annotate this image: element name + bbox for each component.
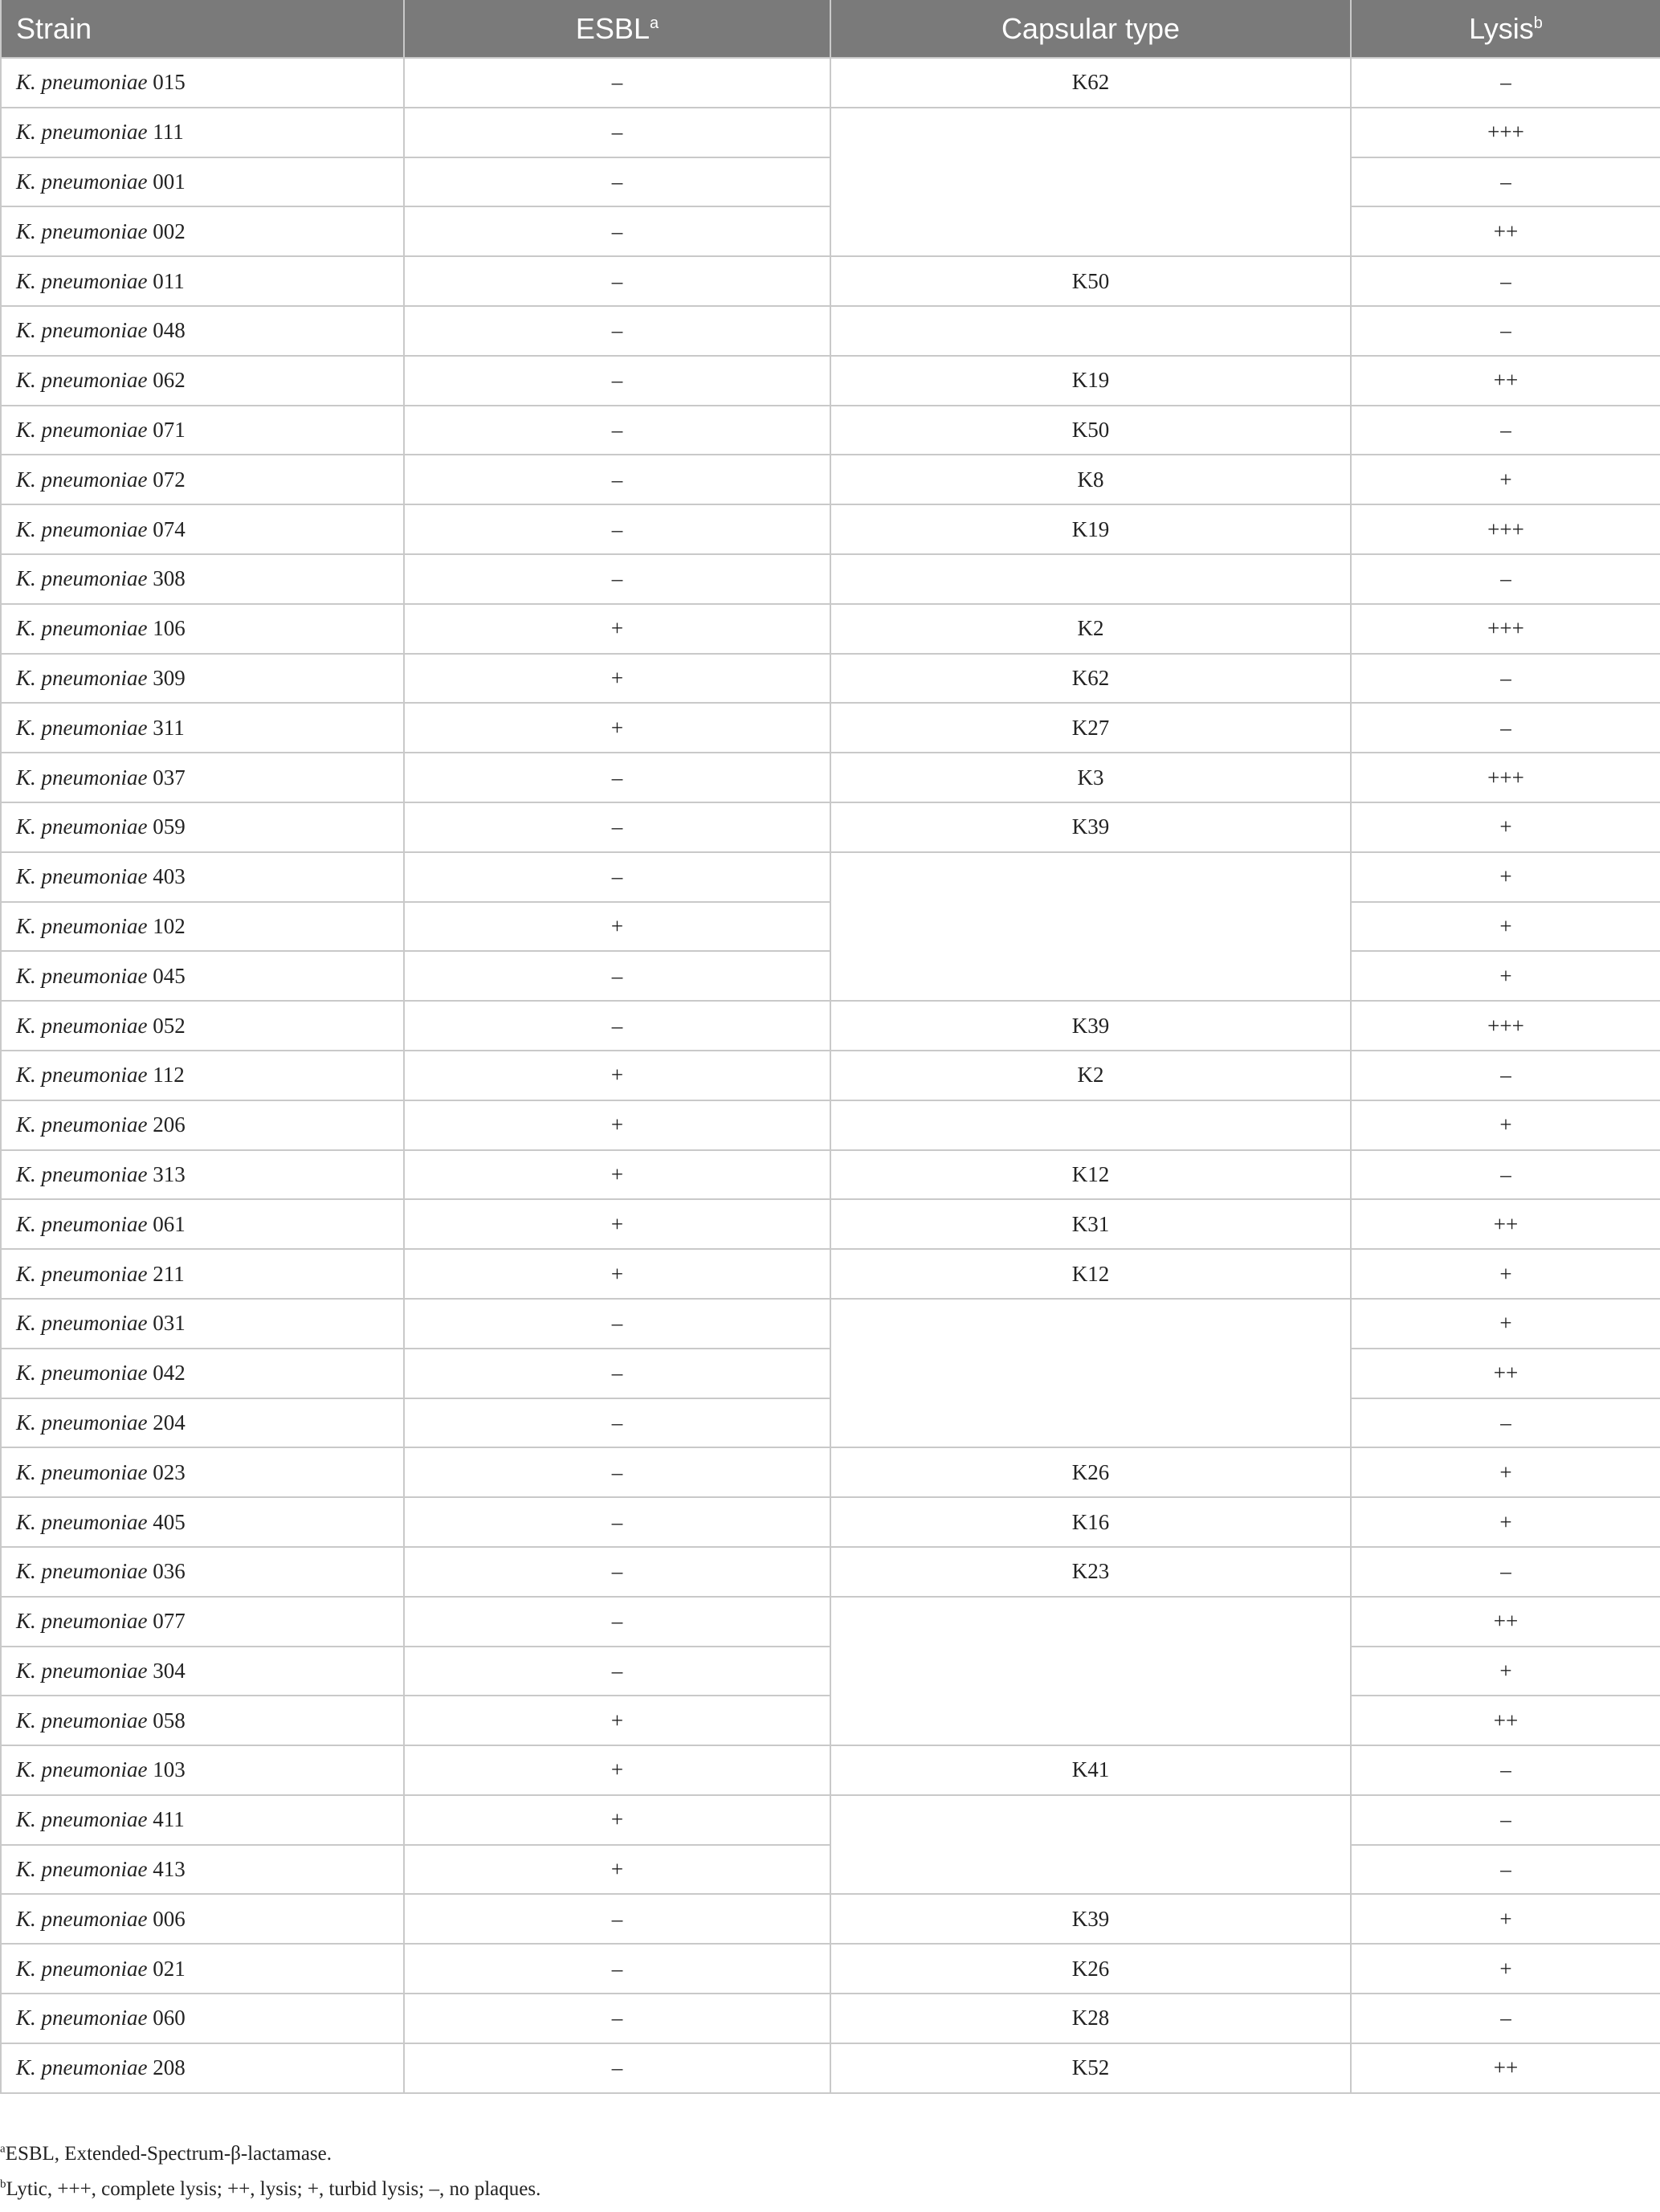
cell-lysis: +	[1351, 1249, 1660, 1299]
cell-capsular-type	[830, 1100, 1351, 1150]
table-row	[1, 1100, 1660, 1150]
strain-id: 048	[153, 318, 186, 343]
cell-lysis: –	[1351, 406, 1660, 455]
header-esbl	[404, 0, 830, 58]
cell-strain	[1, 455, 404, 504]
table-row	[1, 554, 1660, 604]
cell-esbl: –	[404, 157, 830, 207]
cell-esbl: –	[404, 306, 830, 356]
strain-id: 403	[153, 864, 186, 889]
cell-lysis: +	[1351, 902, 1660, 952]
strain-id: 072	[153, 467, 186, 492]
cell-esbl: +	[404, 1150, 830, 1200]
cell-esbl: +	[404, 1100, 830, 1150]
cell-lysis: +++	[1351, 1001, 1660, 1051]
cell-strain	[1, 951, 404, 1001]
cell-lysis: –	[1351, 1845, 1660, 1895]
strain-id: 060	[153, 2006, 186, 2030]
cell-capsular-type: K23	[830, 1547, 1351, 1597]
table-row	[1, 1051, 1660, 1100]
header-lysis-footnote-mark: b	[1533, 14, 1543, 32]
strain-id: 031	[153, 1311, 186, 1336]
table-row	[1, 604, 1660, 654]
cell-esbl: –	[404, 1398, 830, 1448]
cell-lysis: –	[1351, 58, 1660, 108]
cell-capsular-type: K26	[830, 1447, 1351, 1497]
cell-strain	[1, 157, 404, 207]
table-row	[1, 1199, 1660, 1249]
cell-esbl: –	[404, 256, 830, 306]
cell-esbl: –	[404, 554, 830, 604]
cell-strain	[1, 1299, 404, 1349]
cell-strain	[1, 256, 404, 306]
cell-capsular-type: K62	[830, 58, 1351, 108]
cell-strain	[1, 1051, 404, 1100]
table-row	[1, 1745, 1660, 1795]
cell-strain	[1, 554, 404, 604]
cell-strain	[1, 753, 404, 802]
strain-id: 411	[153, 1807, 185, 1832]
strain-id: 206	[153, 1112, 186, 1137]
strain-genus: K. pneumoniae	[16, 467, 148, 492]
table-header	[1, 0, 1660, 58]
cell-lysis: +++	[1351, 604, 1660, 654]
cell-capsular-type: K31	[830, 1199, 1351, 1249]
strain-genus: K. pneumoniae	[16, 913, 148, 938]
cell-strain	[1, 1547, 404, 1597]
table-row	[1, 1249, 1660, 1299]
strain-id: 308	[153, 566, 186, 591]
strain-id: 204	[153, 1410, 186, 1435]
cell-capsular-type: K19	[830, 356, 1351, 406]
cell-capsular-type: K26	[830, 1944, 1351, 1994]
cell-esbl: –	[404, 1001, 830, 1051]
strain-id: 001	[153, 169, 186, 194]
cell-esbl: +	[404, 1845, 830, 1895]
cell-lysis: +	[1351, 951, 1660, 1001]
cell-capsular-type: K2	[830, 1051, 1351, 1100]
table-row	[1, 1001, 1660, 1051]
cell-lysis: +	[1351, 802, 1660, 852]
table-row	[1, 1547, 1660, 1597]
cell-esbl: –	[404, 1447, 830, 1497]
cell-capsular-type: K39	[830, 1894, 1351, 1944]
strain-genus: K. pneumoniae	[16, 814, 148, 839]
cell-esbl: –	[404, 455, 830, 504]
cell-lysis: +++	[1351, 753, 1660, 802]
cell-strain	[1, 902, 404, 952]
strain-genus: K. pneumoniae	[16, 864, 148, 889]
header-strain-label: Strain	[16, 11, 92, 45]
cell-capsular-type: K19	[830, 504, 1351, 554]
strain-id: 071	[153, 417, 186, 442]
strain-genus: K. pneumoniae	[16, 566, 148, 591]
cell-lysis: –	[1351, 256, 1660, 306]
strain-id: 413	[153, 1857, 186, 1882]
cell-strain	[1, 1944, 404, 1994]
cell-lysis: +	[1351, 1497, 1660, 1547]
cell-esbl: –	[404, 108, 830, 157]
header-lysis	[1351, 0, 1660, 58]
strain-id: 112	[153, 1063, 185, 1088]
cell-lysis: +	[1351, 1647, 1660, 1696]
strain-id: 037	[153, 765, 186, 790]
cell-capsular-type: K52	[830, 2043, 1351, 2093]
cell-capsular-type: K12	[830, 1249, 1351, 1299]
cell-esbl: +	[404, 604, 830, 654]
cell-esbl: –	[404, 1349, 830, 1398]
strain-genus: K. pneumoniae	[16, 1459, 148, 1484]
cell-strain	[1, 1597, 404, 1647]
strain-id: 011	[153, 268, 185, 293]
strain-genus: K. pneumoniae	[16, 70, 148, 95]
header-esbl-footnote-mark: a	[649, 14, 659, 32]
cell-capsular-type: K50	[830, 406, 1351, 455]
cell-capsular-type	[830, 554, 1351, 604]
table-row	[1, 256, 1660, 306]
strain-id: 309	[153, 665, 186, 690]
cell-strain	[1, 1199, 404, 1249]
cell-lysis: +	[1351, 455, 1660, 504]
strain-id: 313	[153, 1161, 186, 1186]
strain-genus: K. pneumoniae	[16, 1311, 148, 1336]
cell-lysis: ++	[1351, 2043, 1660, 2093]
table-row	[1, 356, 1660, 406]
strain-id: 015	[153, 70, 186, 95]
cell-capsular-type: K39	[830, 802, 1351, 852]
header-row	[1, 0, 1660, 58]
header-lysis-label: Lysis	[1469, 11, 1534, 45]
cell-lysis: –	[1351, 1994, 1660, 2043]
strain-genus: K. pneumoniae	[16, 1112, 148, 1137]
strain-id: 062	[153, 368, 186, 393]
header-capsular-label: Capsular type	[1001, 11, 1181, 45]
strain-id: 023	[153, 1459, 186, 1484]
strain-genus: K. pneumoniae	[16, 120, 148, 145]
cell-esbl: –	[404, 753, 830, 802]
cell-lysis: –	[1351, 1150, 1660, 1200]
strain-genus: K. pneumoniae	[16, 1161, 148, 1186]
cell-lysis: –	[1351, 1398, 1660, 1448]
cell-capsular-type	[830, 306, 1351, 356]
cell-lysis: ++	[1351, 356, 1660, 406]
strain-genus: K. pneumoniae	[16, 715, 148, 740]
strain-id: 077	[153, 1609, 186, 1634]
cell-strain	[1, 108, 404, 157]
table-footnotes	[0, 2136, 1660, 2207]
cell-strain	[1, 1894, 404, 1944]
cell-strain	[1, 1349, 404, 1398]
cell-esbl: +	[404, 1051, 830, 1100]
strain-genus: K. pneumoniae	[16, 1211, 148, 1236]
strain-genus: K. pneumoniae	[16, 1956, 148, 1981]
strain-genus: K. pneumoniae	[16, 2006, 148, 2030]
cell-esbl: –	[404, 356, 830, 406]
cell-esbl: +	[404, 1696, 830, 1745]
table-row	[1, 1150, 1660, 1200]
cell-lysis: +	[1351, 1100, 1660, 1150]
strain-id: 021	[153, 1956, 186, 1981]
strain-genus: K. pneumoniae	[16, 1609, 148, 1634]
cell-capsular-type	[830, 1299, 1351, 1447]
table-row	[1, 455, 1660, 504]
strain-id: 045	[153, 963, 186, 988]
cell-esbl: +	[404, 654, 830, 704]
cell-lysis: –	[1351, 157, 1660, 207]
cell-lysis: –	[1351, 1051, 1660, 1100]
strain-id: 042	[153, 1361, 186, 1386]
strain-genus: K. pneumoniae	[16, 1063, 148, 1088]
cell-capsular-type	[830, 1795, 1351, 1895]
cell-capsular-type: K62	[830, 654, 1351, 704]
cell-esbl: +	[404, 902, 830, 952]
strain-id: 061	[153, 1211, 186, 1236]
strain-genus: K. pneumoniae	[16, 665, 148, 690]
cell-lysis: –	[1351, 1745, 1660, 1795]
strain-id: 211	[153, 1261, 185, 1286]
strain-genus: K. pneumoniae	[16, 963, 148, 988]
strain-genus: K. pneumoniae	[16, 169, 148, 194]
cell-esbl: –	[404, 1894, 830, 1944]
strain-genus: K. pneumoniae	[16, 1757, 148, 1782]
table-row	[1, 1894, 1660, 1944]
cell-esbl: –	[404, 406, 830, 455]
header-esbl-label: ESBL	[575, 11, 650, 45]
cell-capsular-type: K12	[830, 1150, 1351, 1200]
cell-esbl: –	[404, 206, 830, 256]
cell-strain	[1, 1249, 404, 1299]
strain-genus: K. pneumoniae	[16, 765, 148, 790]
table-body	[1, 58, 1660, 2093]
strain-id: 058	[153, 1708, 186, 1732]
table-row	[1, 406, 1660, 455]
strain-id: 006	[153, 1906, 186, 1931]
footnote-mark: a	[0, 2142, 6, 2156]
cell-strain	[1, 802, 404, 852]
table-row	[1, 852, 1660, 902]
cell-esbl: –	[404, 1299, 830, 1349]
table-row	[1, 1299, 1660, 1349]
strain-genus: K. pneumoniae	[16, 368, 148, 393]
cell-strain	[1, 654, 404, 704]
strain-id: 304	[153, 1658, 186, 1683]
strain-genus: K. pneumoniae	[16, 268, 148, 293]
cell-strain	[1, 852, 404, 902]
strain-id: 052	[153, 1013, 186, 1038]
table-row	[1, 306, 1660, 356]
strain-genus: K. pneumoniae	[16, 417, 148, 442]
cell-strain	[1, 1647, 404, 1696]
table-row	[1, 1944, 1660, 1994]
cell-capsular-type: K50	[830, 256, 1351, 306]
cell-strain	[1, 604, 404, 654]
cell-lysis: +++	[1351, 504, 1660, 554]
cell-lysis: +	[1351, 1447, 1660, 1497]
cell-strain	[1, 1447, 404, 1497]
cell-strain	[1, 1398, 404, 1448]
cell-capsular-type: K16	[830, 1497, 1351, 1547]
strain-id: 059	[153, 814, 186, 839]
strain-genus: K. pneumoniae	[16, 218, 148, 243]
cell-lysis: –	[1351, 1795, 1660, 1845]
cell-esbl: +	[404, 703, 830, 753]
table-row	[1, 504, 1660, 554]
table-row	[1, 1795, 1660, 1845]
table-row	[1, 654, 1660, 704]
cell-esbl: –	[404, 504, 830, 554]
strain-id: 405	[153, 1509, 186, 1534]
cell-strain	[1, 504, 404, 554]
cell-strain	[1, 1745, 404, 1795]
cell-esbl: +	[404, 1249, 830, 1299]
strain-genus: K. pneumoniae	[16, 1708, 148, 1732]
cell-lysis: +++	[1351, 108, 1660, 157]
cell-strain	[1, 1845, 404, 1895]
strain-id: 106	[153, 616, 186, 641]
strain-genus: K. pneumoniae	[16, 1658, 148, 1683]
cell-capsular-type	[830, 852, 1351, 1001]
cell-esbl: –	[404, 2043, 830, 2093]
strain-genus: K. pneumoniae	[16, 1361, 148, 1386]
footnote-text: Lytic, +++, complete lysis; ++, lysis; +, turbid lysis; –, no plaques.	[6, 2178, 541, 2200]
cell-lysis: ++	[1351, 1597, 1660, 1647]
strain-id: 311	[153, 715, 185, 740]
cell-lysis: ++	[1351, 1349, 1660, 1398]
cell-esbl: –	[404, 802, 830, 852]
cell-esbl: –	[404, 1597, 830, 1647]
strain-genus: K. pneumoniae	[16, 1410, 148, 1435]
cell-capsular-type: K2	[830, 604, 1351, 654]
strain-genus: K. pneumoniae	[16, 1559, 148, 1584]
strain-id: 002	[153, 218, 186, 243]
cell-lysis: –	[1351, 703, 1660, 753]
cell-esbl: –	[404, 1647, 830, 1696]
cell-strain	[1, 356, 404, 406]
cell-capsular-type: K28	[830, 1994, 1351, 2043]
table-row	[1, 2043, 1660, 2093]
strain-id: 036	[153, 1559, 186, 1584]
table-row	[1, 58, 1660, 108]
table-row	[1, 1497, 1660, 1547]
strain-id: 208	[153, 2055, 186, 2080]
cell-capsular-type: K3	[830, 753, 1351, 802]
cell-capsular-type	[830, 108, 1351, 256]
cell-esbl: –	[404, 58, 830, 108]
footnote-mark: b	[0, 2177, 6, 2191]
footnote-lysis	[0, 2172, 1660, 2207]
cell-lysis: –	[1351, 554, 1660, 604]
cell-lysis: +	[1351, 1299, 1660, 1349]
cell-esbl: –	[404, 1547, 830, 1597]
strain-genus: K. pneumoniae	[16, 1261, 148, 1286]
strain-genus: K. pneumoniae	[16, 1857, 148, 1882]
cell-esbl: +	[404, 1745, 830, 1795]
footnote-esbl	[0, 2136, 1660, 2172]
strain-genus: K. pneumoniae	[16, 516, 148, 541]
cell-lysis: ++	[1351, 1199, 1660, 1249]
cell-strain	[1, 1150, 404, 1200]
cell-lysis: –	[1351, 654, 1660, 704]
cell-capsular-type	[830, 1597, 1351, 1745]
strain-genus: K. pneumoniae	[16, 1509, 148, 1534]
strain-id: 102	[153, 913, 186, 938]
cell-strain	[1, 1696, 404, 1745]
strain-genus: K. pneumoniae	[16, 318, 148, 343]
cell-strain	[1, 406, 404, 455]
cell-strain	[1, 1795, 404, 1845]
cell-lysis: –	[1351, 1547, 1660, 1597]
cell-lysis: ++	[1351, 1696, 1660, 1745]
cell-strain	[1, 1994, 404, 2043]
cell-strain	[1, 1100, 404, 1150]
cell-esbl: –	[404, 1497, 830, 1547]
cell-strain	[1, 58, 404, 108]
strain-genus: K. pneumoniae	[16, 1906, 148, 1931]
strain-genus: K. pneumoniae	[16, 616, 148, 641]
cell-esbl: –	[404, 951, 830, 1001]
cell-lysis: +	[1351, 852, 1660, 902]
cell-strain	[1, 1497, 404, 1547]
cell-lysis: ++	[1351, 206, 1660, 256]
cell-esbl: +	[404, 1199, 830, 1249]
strain-id: 111	[153, 120, 184, 145]
cell-strain	[1, 1001, 404, 1051]
table-row	[1, 802, 1660, 852]
cell-capsular-type: K27	[830, 703, 1351, 753]
strain-genus: K. pneumoniae	[16, 1807, 148, 1832]
cell-esbl: –	[404, 852, 830, 902]
cell-lysis: –	[1351, 306, 1660, 356]
cell-capsular-type: K39	[830, 1001, 1351, 1051]
cell-capsular-type: K41	[830, 1745, 1351, 1795]
table-row	[1, 703, 1660, 753]
header-capsular-type	[830, 0, 1351, 58]
cell-strain	[1, 306, 404, 356]
strain-id: 103	[153, 1757, 186, 1782]
table-row	[1, 1994, 1660, 2043]
cell-strain	[1, 703, 404, 753]
strain-id: 074	[153, 516, 186, 541]
cell-esbl: +	[404, 1795, 830, 1845]
cell-strain	[1, 206, 404, 256]
strain-genus: K. pneumoniae	[16, 2055, 148, 2080]
cell-strain	[1, 2043, 404, 2093]
cell-lysis: +	[1351, 1894, 1660, 1944]
table-row	[1, 108, 1660, 157]
cell-esbl: –	[404, 1944, 830, 1994]
footnote-text: ESBL, Extended-Spectrum-β-lactamase.	[5, 2143, 332, 2165]
table-row	[1, 1447, 1660, 1497]
strain-genus: K. pneumoniae	[16, 1013, 148, 1038]
table-row	[1, 753, 1660, 802]
cell-esbl: –	[404, 1994, 830, 2043]
cell-capsular-type: K8	[830, 455, 1351, 504]
cell-lysis: +	[1351, 1944, 1660, 1994]
header-strain	[1, 0, 404, 58]
table-row	[1, 1597, 1660, 1647]
